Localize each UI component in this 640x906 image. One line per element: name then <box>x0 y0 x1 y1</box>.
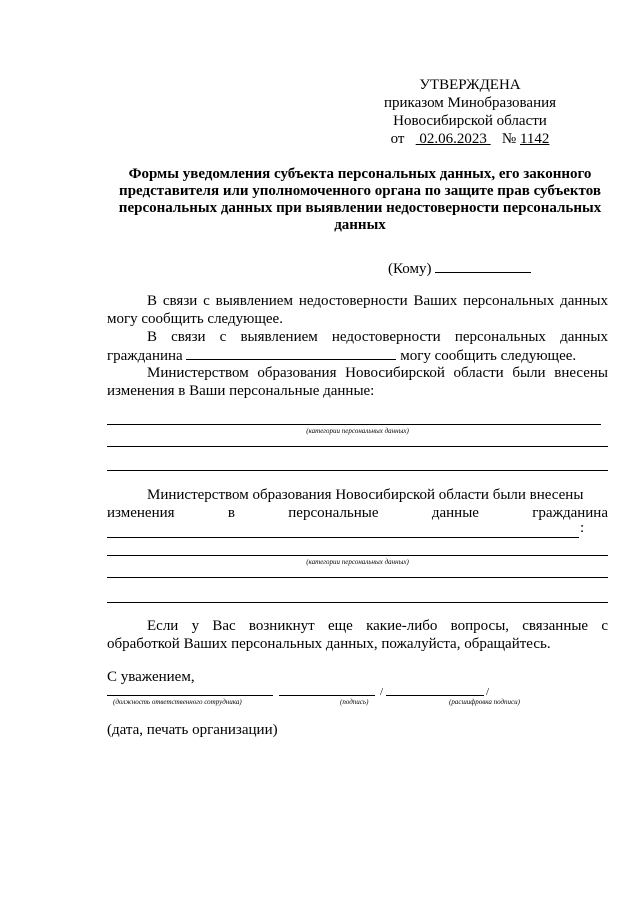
recipient-line <box>388 258 531 278</box>
p4-word-2: в <box>227 505 235 521</box>
position-line <box>107 695 273 696</box>
paragraph-2-end: могу сообщить следующее. <box>400 348 577 364</box>
signature-row <box>107 686 547 698</box>
category-line-6 <box>107 602 608 603</box>
colon: : <box>580 520 585 536</box>
paragraph-1: В связи с выявлением недостоверности Ваших персональных данных могу сообщить следующее. <box>107 293 608 327</box>
approval-stamp <box>360 76 580 148</box>
date-stamp-text: (дата, печать организации) <box>107 722 278 738</box>
slash-1: / <box>380 686 384 698</box>
decode-line <box>386 695 484 696</box>
signature-line <box>279 695 375 696</box>
paragraph-2 <box>107 328 608 365</box>
paragraph-5: Если у Вас возникнут еще какие-либо вопросы, связанные с обработкой Ваших персональных данных, пожалуйста, обращайтесь. <box>107 618 608 652</box>
category-line-1 <box>107 424 601 425</box>
position-caption: (должность ответственного сотрудника) <box>113 698 242 706</box>
p4-word-3: персональные <box>288 505 379 521</box>
approval-date-line <box>391 130 550 148</box>
recipient-blank <box>435 258 531 273</box>
p4-word-4: данные <box>431 505 479 521</box>
approval-region: Новосибирской области <box>393 113 547 129</box>
category-line-2 <box>107 446 608 447</box>
regards-text: С уважением, <box>107 669 195 685</box>
citizen-blank <box>186 346 396 360</box>
decode-caption: (расшифровка подписи) <box>449 698 520 706</box>
approval-date: 02.06.2023 <box>419 131 487 147</box>
paragraph-2-start: В связи с выявлением недостоверности персональных данных гражданина <box>107 329 608 364</box>
category-line-5 <box>107 577 608 578</box>
document-title: Формы уведомления субъекта персональных данных, его законного представителя или уполномоченного органа по защите прав субъектов персональных данных при выявлении недостоверности персональных данных <box>118 166 602 233</box>
approval-heading: УТВЕРЖДЕНА <box>419 77 521 93</box>
category-caption-2: (категории персональных данных) <box>306 558 409 566</box>
category-line-4 <box>107 555 608 556</box>
p4-word-5: гражданина <box>532 505 608 521</box>
category-line-3 <box>107 470 608 471</box>
citizen-changes-line <box>107 537 579 538</box>
paragraph-4-line-1: Министерством образования Новосибирской области были внесены <box>147 487 584 503</box>
category-caption-1: (категории персональных данных) <box>306 427 409 435</box>
paragraph-4-line-2 <box>107 504 608 522</box>
approval-number-label: № <box>501 131 517 147</box>
approval-number: 1142 <box>519 131 550 147</box>
recipient-label: (Кому) <box>388 261 432 277</box>
slash-2: / <box>486 686 490 698</box>
paragraph-3: Министерством образования Новосибирской области были внесены изменения в Ваши персональные данные: <box>107 365 608 399</box>
approval-from-label: от <box>390 131 405 147</box>
approval-order: приказом Минобразования <box>383 95 557 111</box>
p4-word-1: изменения <box>107 505 175 521</box>
signature-caption: (подпись) <box>340 698 369 706</box>
